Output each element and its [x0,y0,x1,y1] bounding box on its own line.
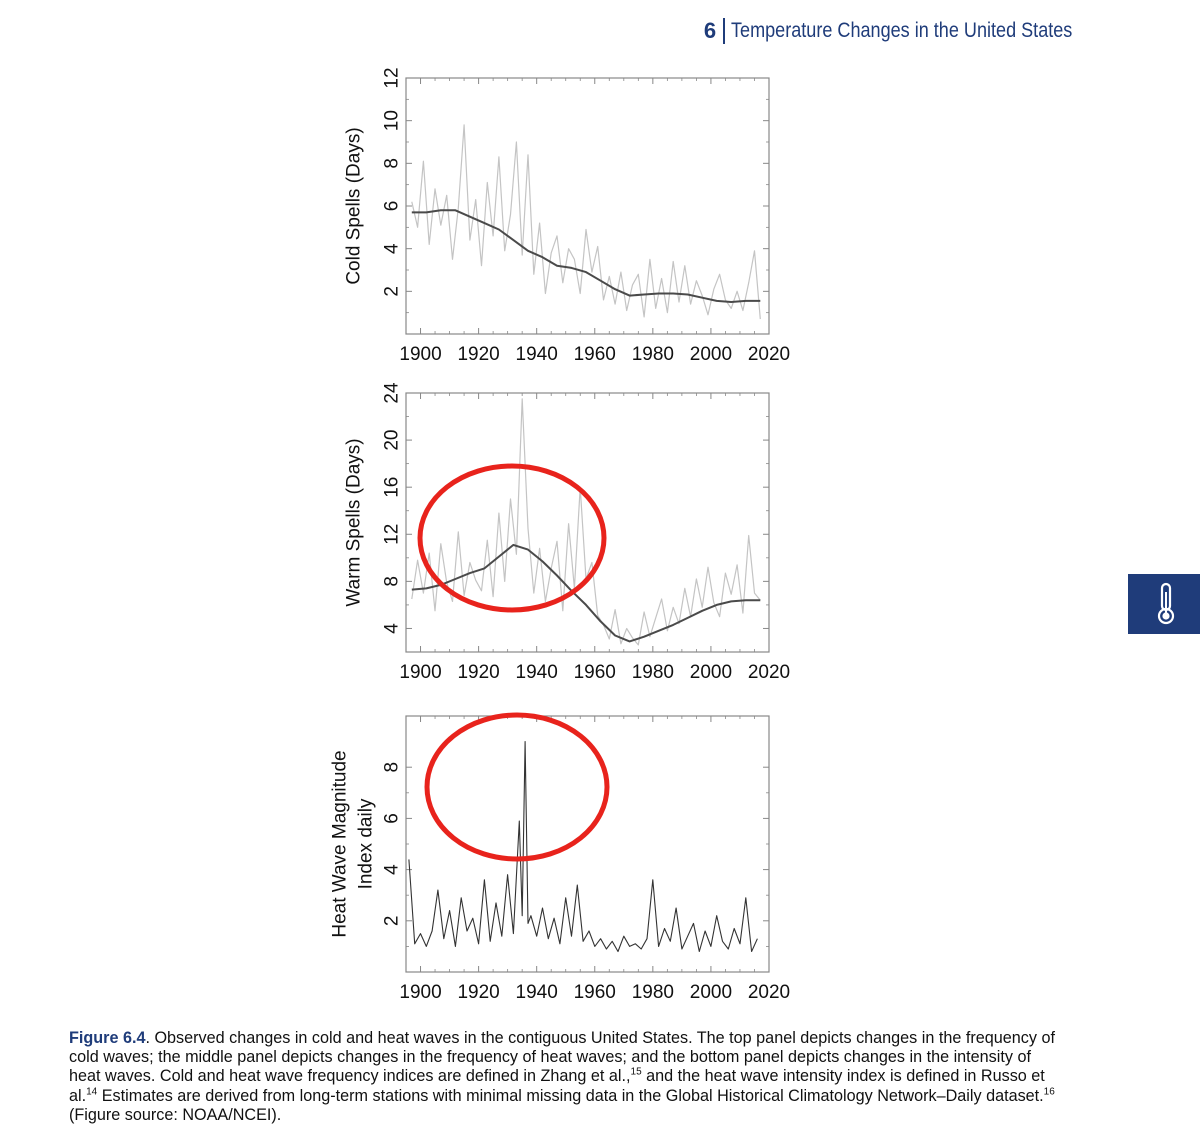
x-tick-label: 1900 [399,662,442,683]
y-axis-label: Cold Spells (Days) [343,127,365,285]
caption-text-2: and the heat wave intensity index is defined in Russo et al. [69,1067,1045,1105]
x-tick-label: 1900 [399,344,442,365]
y-tick-label: 2 [381,915,403,927]
y-tick-label: 2 [381,286,403,297]
chart-panel-2 [344,382,791,683]
y-tick-label: 12 [381,67,403,89]
x-tick-label: 2000 [689,662,733,683]
y-tick-label: 8 [381,576,403,587]
y-axis-label: Index daily [355,798,377,890]
x-tick-label: 2020 [747,344,791,365]
x-tick-label: 1920 [457,344,500,365]
y-tick-label: 4 [381,623,403,634]
y-tick-label: 6 [381,200,403,212]
chart-panel-3 [330,715,791,1003]
highlight-circle [427,715,607,859]
annual-series-line [412,125,761,319]
y-tick-label: 20 [381,429,403,451]
chapter-number: 6 [703,18,717,43]
x-tick-label: 1980 [631,982,674,1003]
x-tick-label: 1900 [399,982,442,1003]
y-tick-label: 12 [381,523,403,545]
figure-label: Figure 6.4 [69,1029,146,1047]
y-axis-label: Warm Spells (Days) [343,438,365,607]
x-tick-label: 1960 [573,344,616,365]
y-tick-label: 24 [381,382,403,404]
x-tick-label: 1960 [573,662,616,683]
caption-text-3: Estimates are derived from long-term stations with minimal missing data in the Global Historical Climatology Network–Daily dataset. [97,1086,1044,1105]
x-tick-label: 2000 [689,982,733,1003]
y-tick-label: 16 [381,476,403,498]
caption-text-4: (Figure source: NOAA/NCEI). [69,1105,282,1124]
x-tick-label: 1920 [457,982,500,1003]
y-tick-label: 6 [381,813,403,824]
caption-text-1: . Observed changes in cold and heat waves in the contiguous United States. The top panel depicts changes in the frequency of cold waves; the middle panel depicts changes in the frequency of heat waves; and the bottom panel depicts changes in the intensity of heat waves. Cold and heat wave frequency indices are defined in Zhang et al., [69,1029,1055,1086]
citation-16: 16 [1043,1086,1055,1098]
highlight-circle [420,466,604,610]
citation-15: 15 [630,1067,642,1079]
x-tick-label: 2000 [689,344,733,365]
citation-14: 14 [86,1086,98,1098]
x-tick-label: 2020 [747,662,791,683]
y-tick-label: 8 [381,158,403,169]
y-tick-label: 4 [381,243,403,254]
intensity-series-line [409,742,758,952]
plot-frame [406,78,769,334]
y-tick-label: 4 [381,864,403,875]
x-tick-label: 2020 [747,982,791,1003]
x-tick-label: 1940 [515,982,558,1003]
chapter-title: Temperature Changes in the United States [731,19,1073,42]
y-tick-label: 8 [381,761,403,773]
chart-panel-1 [344,67,791,365]
x-tick-label: 1920 [457,662,500,683]
x-tick-label: 1980 [631,662,674,683]
y-axis-label: Heat Wave Magnitude [329,750,351,938]
x-tick-label: 1980 [631,344,674,365]
x-tick-label: 1940 [515,344,558,365]
y-tick-label: 10 [381,110,403,132]
smoothed-series-line [412,210,761,302]
x-tick-label: 1960 [573,982,616,1003]
figure-caption [69,1029,1059,1125]
plot-frame [406,393,769,652]
x-tick-label: 1940 [515,662,558,683]
